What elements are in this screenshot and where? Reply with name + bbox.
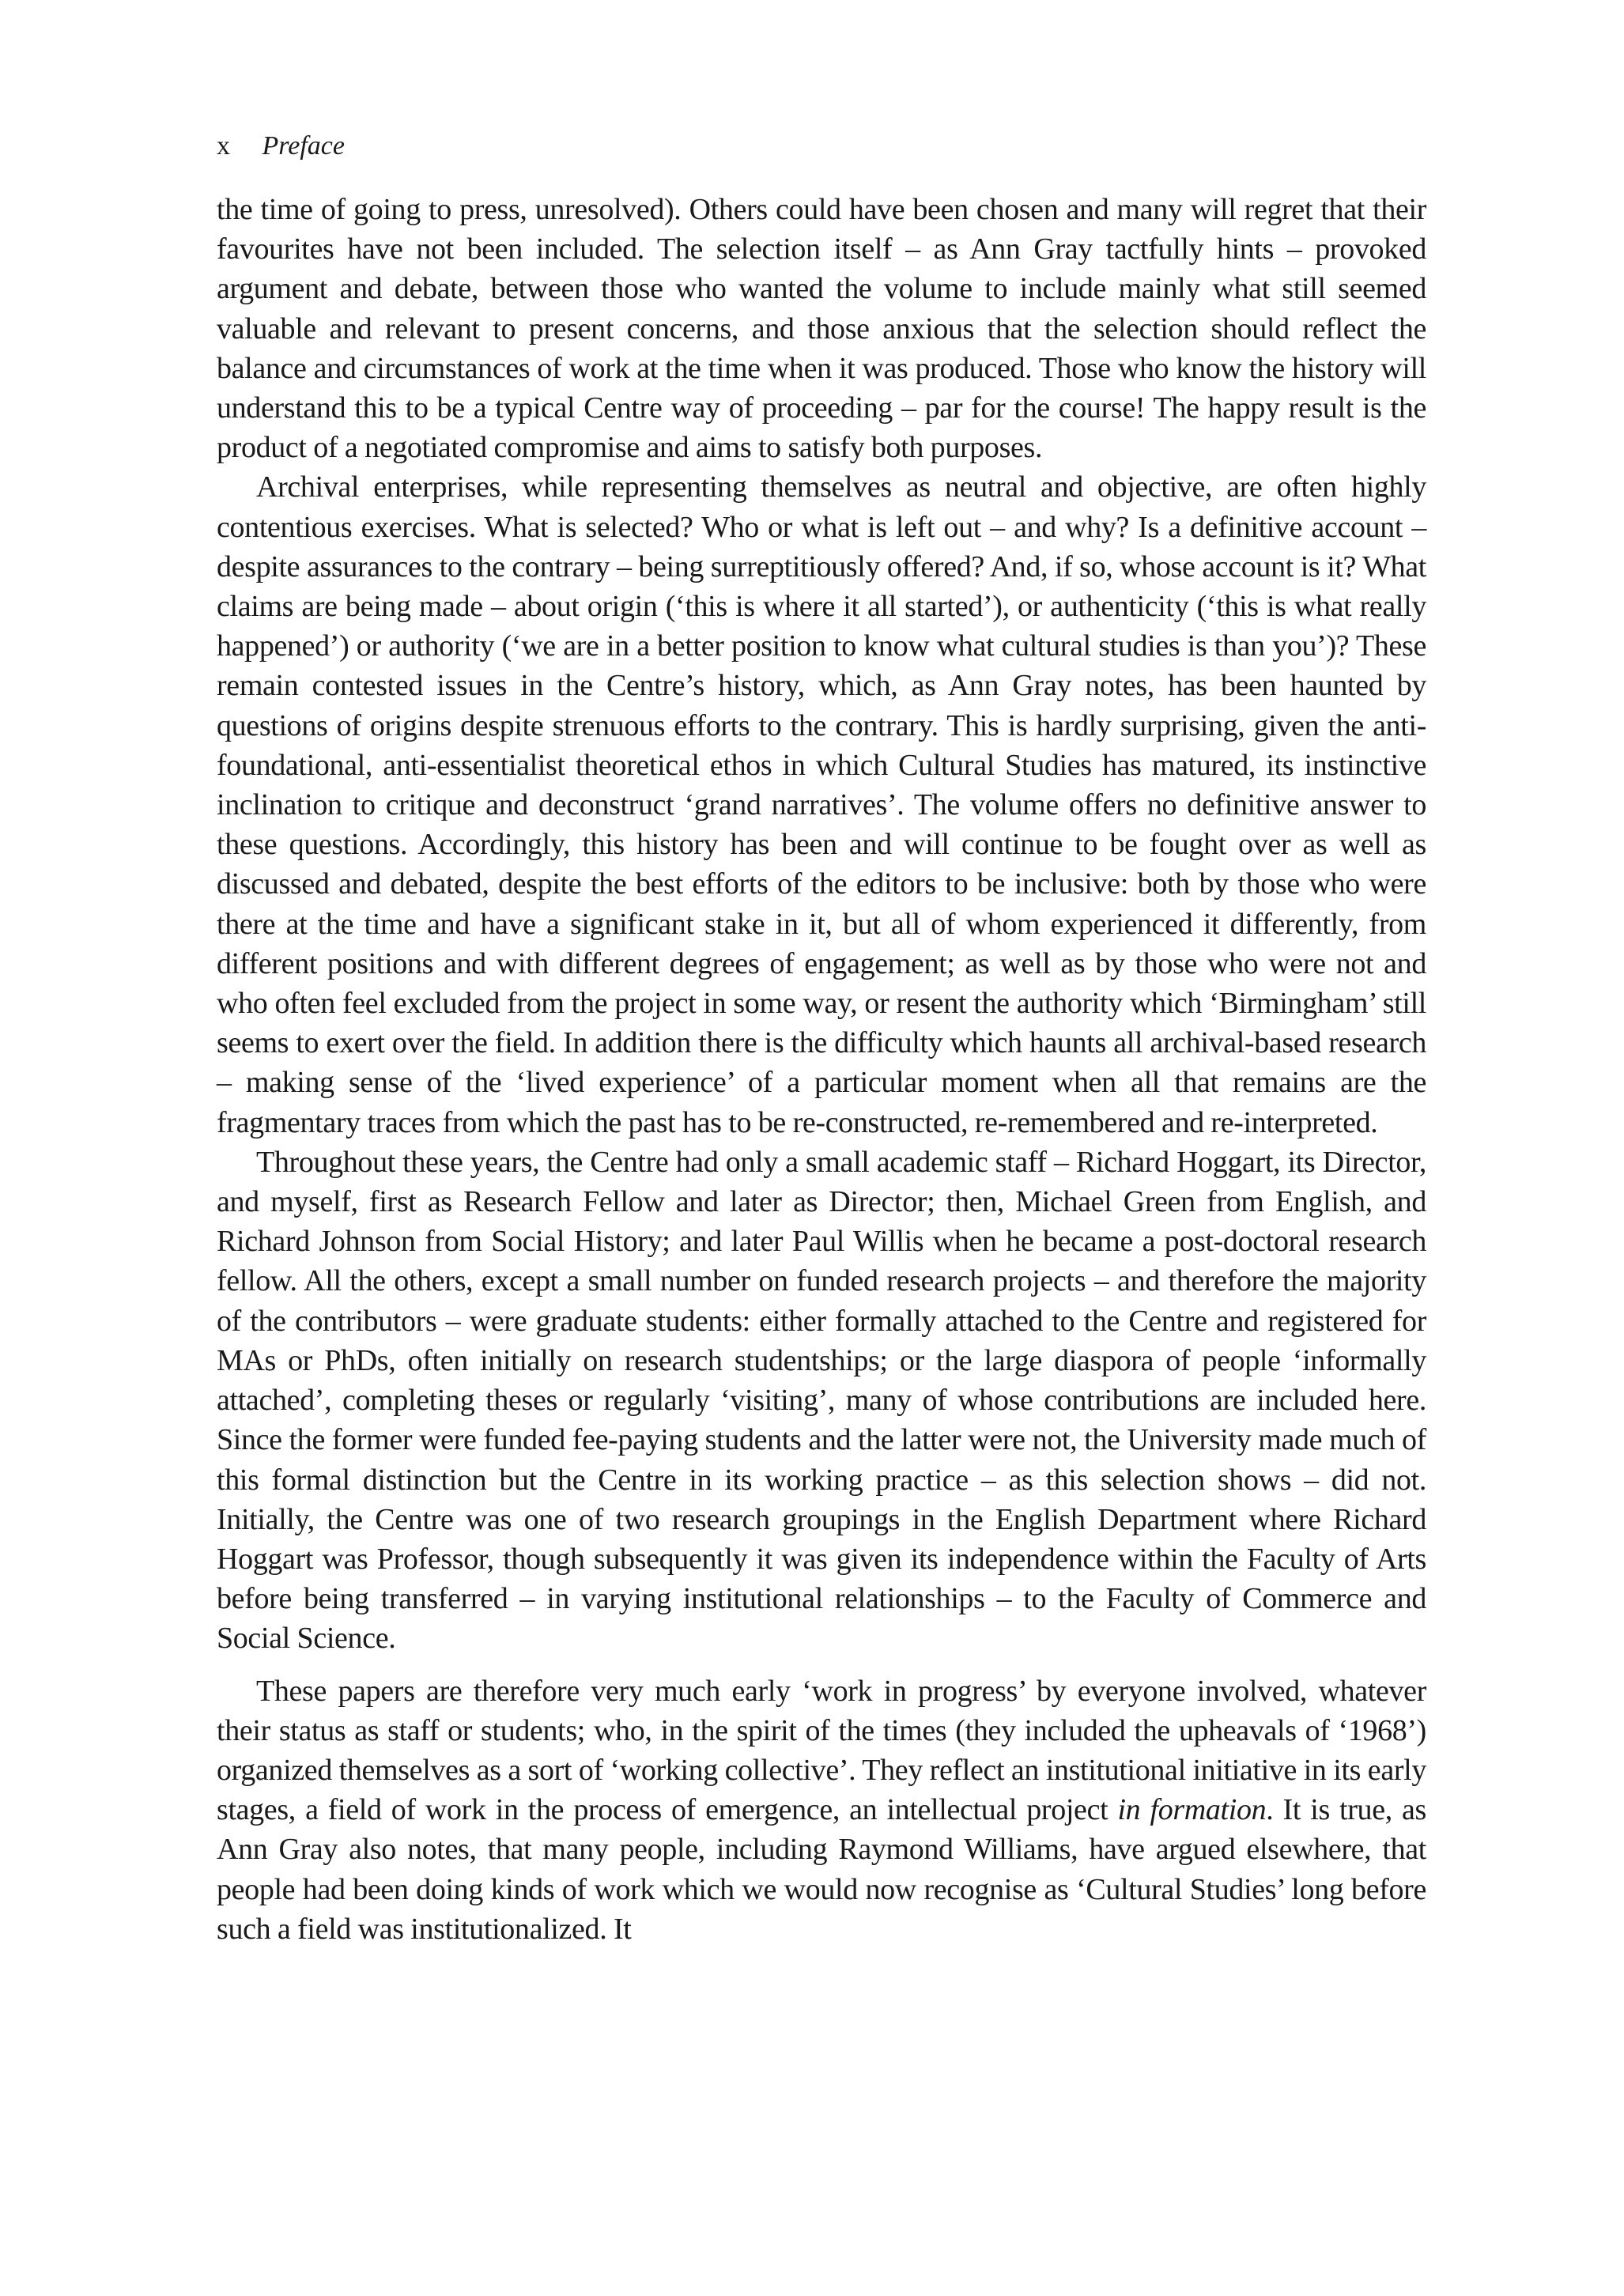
paragraph-4-text-after: . It is true, as Ann Gray also notes, that many people, including Raymond Williams, have argued elsewhere, that people had been doing kinds of work which we would now recognise as ‘Cultural Studies’ long before such a field was institutionalized. It xyxy=(217,1793,1426,1946)
paragraph-4 xyxy=(217,1671,1426,1949)
paragraph-4-text-before: These papers are therefore very much early ‘work in progress’ by everyone involved, whatever their status as staff or students; who, in the spirit of the times (they included the upheavals of ‘1968’) organized themselves as a sort of ‘working collective’. They reflect an institutional initiative in its early stages, a field of work in the process of emergence, an intellectual project xyxy=(217,1674,1426,1827)
page-number: x xyxy=(217,131,230,160)
paragraph-3: Throughout these years, the Centre had only a small academic staff – Richard Hoggart, its Director, and myself, first as Research Fellow and later as Director; then, Michael Green from English, and Richard Johnson from Social History; and later Paul Willis when he became a post-doctoral research fellow. All the others, except a small number on funded research projects – and therefore the majority of the contributors – were graduate students: either formally attached to the Centre and registered for MAs or PhDs, often initially on research studentships; or the large diaspora of people ‘informally attached’, completing theses or regularly ‘visiting’, many of whose contributions are included here. Since the former were funded fee-paying students and the latter were not, the University made much of this formal distinction but the Centre in its working practice – as this selection shows – did not. Initially, the Centre was one of two research groupings in the English Department where Richard Hoggart was Professor, though subsequently it was given its independence within the Faculty of Arts before being transferred – in varying institutional relationships – to the Faculty of Commerce and Social Science. xyxy=(217,1145,1426,1656)
paragraph-2: Archival enterprises, while representing themselves as neutral and objective, are often highly contentious exercises. What is selected? Who or what is left out – and why? Is a definitive account – despite assurances to the contrary – being surreptitiously offered? And, if so, whose account is it? What claims are being made – about origin (‘this is where it all started’), or authenticity (‘this is what really happened’) or authority (‘we are in a better position to know what cultural studies is than you’)? These remain contested issues in the Centre’s history, which, as Ann Gray notes, has been haunted by questions of origins despite strenuous efforts to the contrary. This is hardly surprising, given the anti-foundational, anti-essentialist theoretical ethos in which Cultural Studies has matured, its instinctive inclination to critique and deconstruct ‘grand narratives’. The volume offers no definitive answer to these questions. Accordingly, this history has been and will continue to be fought over as well as discussed and debated, despite the best efforts of the editors to be inclusive: both by those who were there at the time and have a significant stake in it, but all of whom experienced it differently, from different positions and with different degrees of engagement; as well as by those who were not and who often feel excluded from the project in some way, or resent the authority which ‘Birmingham’ still seems to exert over the field. In addition there is the difficulty which haunts all archival-based research – making sense of the ‘lived experience’ of a particular moment when all that remains are the fragmentary traces from which the past has to be re-constructed, re-remembered and re-interpreted. xyxy=(217,470,1426,1139)
paragraph-1: the time of going to press, unresolved). Others could have been chosen and many will regret that their favourites have not been included. The selection itself – as Ann Gray tactfully hints – provoked argument and debate, between those who wanted the volume to include mainly what still seemed valuable and relevant to present concerns, and those anxious that the selection should reflect the balance and circumstances of work at the time when it was produced. Those who know the history will understand this to be a typical Centre way of proceeding – par for the course! The happy result is the product of a negotiated compromise and aims to satisfy both purposes. xyxy=(217,193,1426,465)
body-text xyxy=(217,190,1426,1949)
paragraph-4-italic-phrase: in formation xyxy=(1117,1793,1267,1827)
running-head: Preface xyxy=(262,131,345,160)
page-header xyxy=(217,128,345,164)
